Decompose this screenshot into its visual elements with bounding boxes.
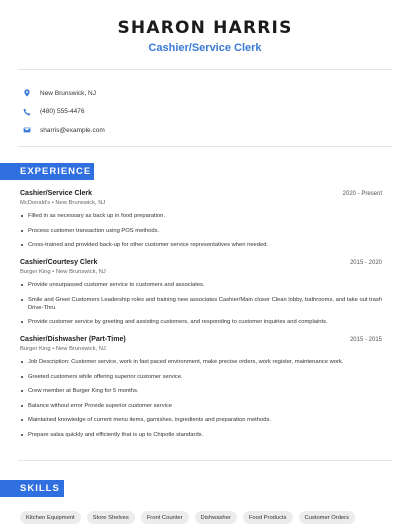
candidate-title: Cashier/Service Clerk (148, 42, 262, 54)
skill-chip: Front Counter (141, 511, 189, 524)
job-dates: 2020 - Present (342, 191, 382, 197)
location-pin-icon (22, 88, 32, 98)
contact-location (22, 84, 105, 103)
header-divider (18, 69, 392, 70)
skill-chip: Kitchen Equipment (20, 511, 81, 524)
skill-chip: Store Shelves (87, 511, 135, 524)
contact-list (22, 84, 105, 140)
job-dates: 2015 - 2015 (349, 337, 382, 343)
contact-divider (18, 146, 392, 147)
job-employer: Burger King • New Brunswick, NJ (20, 346, 106, 352)
skills-list (20, 511, 392, 524)
bullet-item: Process customer transaction using POS methods. (20, 227, 382, 235)
skills-heading: SKILLS (0, 480, 64, 497)
job-employer: Burger King • New Brunswick, NJ (20, 269, 106, 275)
contact-location-text: New Brunswick, NJ (40, 89, 96, 97)
bullet-item: Job Description: Customer service, work in fast paced environment, make precise orders, work register, maintenance work. (20, 358, 382, 366)
job-entry (20, 259, 382, 333)
bullet-item: Prepare salsa quickly and efficiently that is up to Chipotle standards. (20, 431, 382, 439)
job-entry (20, 190, 382, 256)
bullet-item: Cross-trained and provided back-up for other customer service representatives when needed. (20, 241, 382, 249)
bullet-item: Smile and Greet Customers Leadership roles and training new associates Cashier/Main closer Clean lobby, bathrooms, and take out trash Drive-Thru (20, 296, 382, 312)
contact-email (22, 121, 105, 140)
skill-chip: Food Products (243, 511, 293, 524)
bullet-item: Greeted customers while offering superior customer service. (20, 373, 382, 381)
bullet-item: Balance without error Provide superior customer service (20, 402, 382, 410)
job-employer: McDonald's • New Brunswick, NJ (20, 200, 106, 206)
job-title: Cashier/Service Clerk (20, 190, 92, 197)
contact-phone (22, 103, 105, 122)
skill-chip: Dishwasher (195, 511, 237, 524)
bullet-item: Filled in as necessary as back up in food preparation. (20, 212, 382, 220)
experience-divider (18, 460, 392, 461)
job-bullets (20, 281, 382, 326)
job-entry (20, 336, 382, 445)
envelope-icon (22, 125, 32, 135)
job-bullets (20, 212, 382, 249)
job-bullets (20, 358, 382, 439)
contact-phone-text: (480) 555-4476 (40, 108, 85, 116)
bullet-item: Provide unsurpassed customer service to customers and associates. (20, 281, 382, 289)
job-title: Cashier/Dishwasher (Part-Time) (20, 336, 126, 343)
contact-email-text: sharris@example.com (40, 126, 105, 134)
job-title: Cashier/Courtesy Clerk (20, 259, 98, 266)
job-dates: 2015 - 2020 (349, 260, 382, 266)
resume-header (0, 0, 410, 54)
candidate-name: SHARON HARRIS (117, 18, 293, 38)
skill-chip: Customer Orders (299, 511, 355, 524)
experience-heading: EXPERIENCE (0, 163, 94, 180)
bullet-item: Crew member at Burger King for 5 months. (20, 387, 382, 395)
bullet-item: Maintained knowledge of current menu items, garnishes, ingredients and preparation methods. (20, 416, 382, 424)
phone-icon (22, 107, 32, 117)
bullet-item: Provide customer service by greeting and assisting customers, and responding to customer inquiries and complaints. (20, 318, 382, 326)
